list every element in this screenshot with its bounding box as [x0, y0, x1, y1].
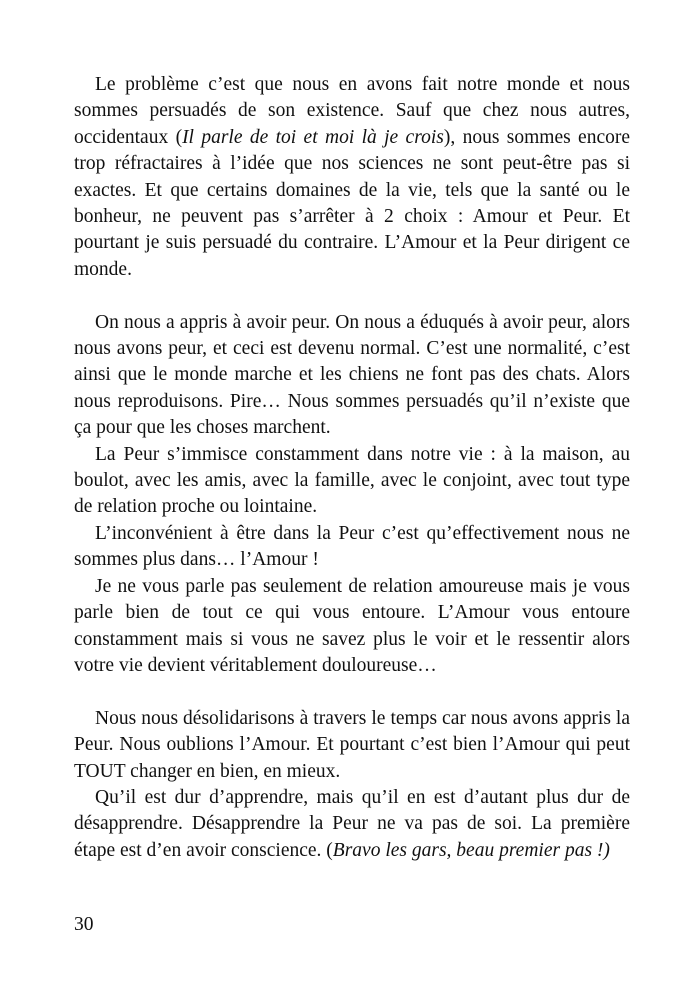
- paragraph-1-text-end: ), nous sommes encore trop réfractaires à l’idée que nos sciences ne sont peut-être pas si exactes. Et que certains domaines de la vie, tels que la santé ou le bonheur, ne peuvent pas s’arrêter à 2 choix : Amour et Peur. Et pourtant je suis persuadé du contraire. L’Amour et la Peur dirigent ce monde.: [74, 126, 631, 280]
- paragraph-4: L’inconvénient à être dans la Peur c’est qu’effectivement nous ne sommes plus dans… l’Amour !: [74, 522, 630, 571]
- paragraph-5: Je ne vous parle pas seulement de relation amoureuse mais je vous parle bien de tout ce qui vous entoure. L’Amour vous entoure constamment mais si vous ne savez plus le voir et le ressentir alors votre vie devient véritablement douloureuse…: [74, 575, 630, 676]
- page-number: 30: [74, 914, 94, 935]
- paragraph-1-italic-aside: Il parle de toi et moi là je crois: [182, 126, 444, 148]
- paragraph-7-text-start: Qu’il est dur d’apprendre, mais qu’il en est d’autant plus dur de désapprendre. Désapprendre la Peur ne va pas de soi. La première étape est d’en avoir conscience. (: [74, 786, 630, 861]
- paragraph-7: [74, 785, 630, 864]
- paragraph-2: On nous a appris à avoir peur. On nous a éduqués à avoir peur, alors nous avons peur, et ceci est devenu normal. C’est une normalité, c’est ainsi que le monde marche et les chiens ne font pas des chats. Alors nous reproduisons. Pire… Nous sommes persuadés qu’il n’existe que ça pour que les choses marchent.: [74, 311, 630, 439]
- body-text: [74, 72, 630, 864]
- paragraph-7-italic-aside: Bravo les gars, beau premier pas !): [332, 839, 610, 861]
- paragraph-6: Nous nous désolidarisons à travers le temps car nous avons appris la Peur. Nous oublions l’Amour. Et pourtant c’est bien l’Amour qui peut TOUT changer en bien, en mieux.: [74, 707, 630, 782]
- paragraph-1-text-start: Le problème c’est que nous en avons fait notre monde et nous sommes persuadés de son existence. Sauf que chez nous autres, occidentaux (: [74, 74, 630, 148]
- paragraph-3: La Peur s’immisce constamment dans notre vie : à la maison, au boulot, avec les amis, avec la famille, avec le conjoint, avec tout type de relation proche ou lointaine.: [74, 443, 630, 518]
- paragraph-1: [74, 72, 630, 283]
